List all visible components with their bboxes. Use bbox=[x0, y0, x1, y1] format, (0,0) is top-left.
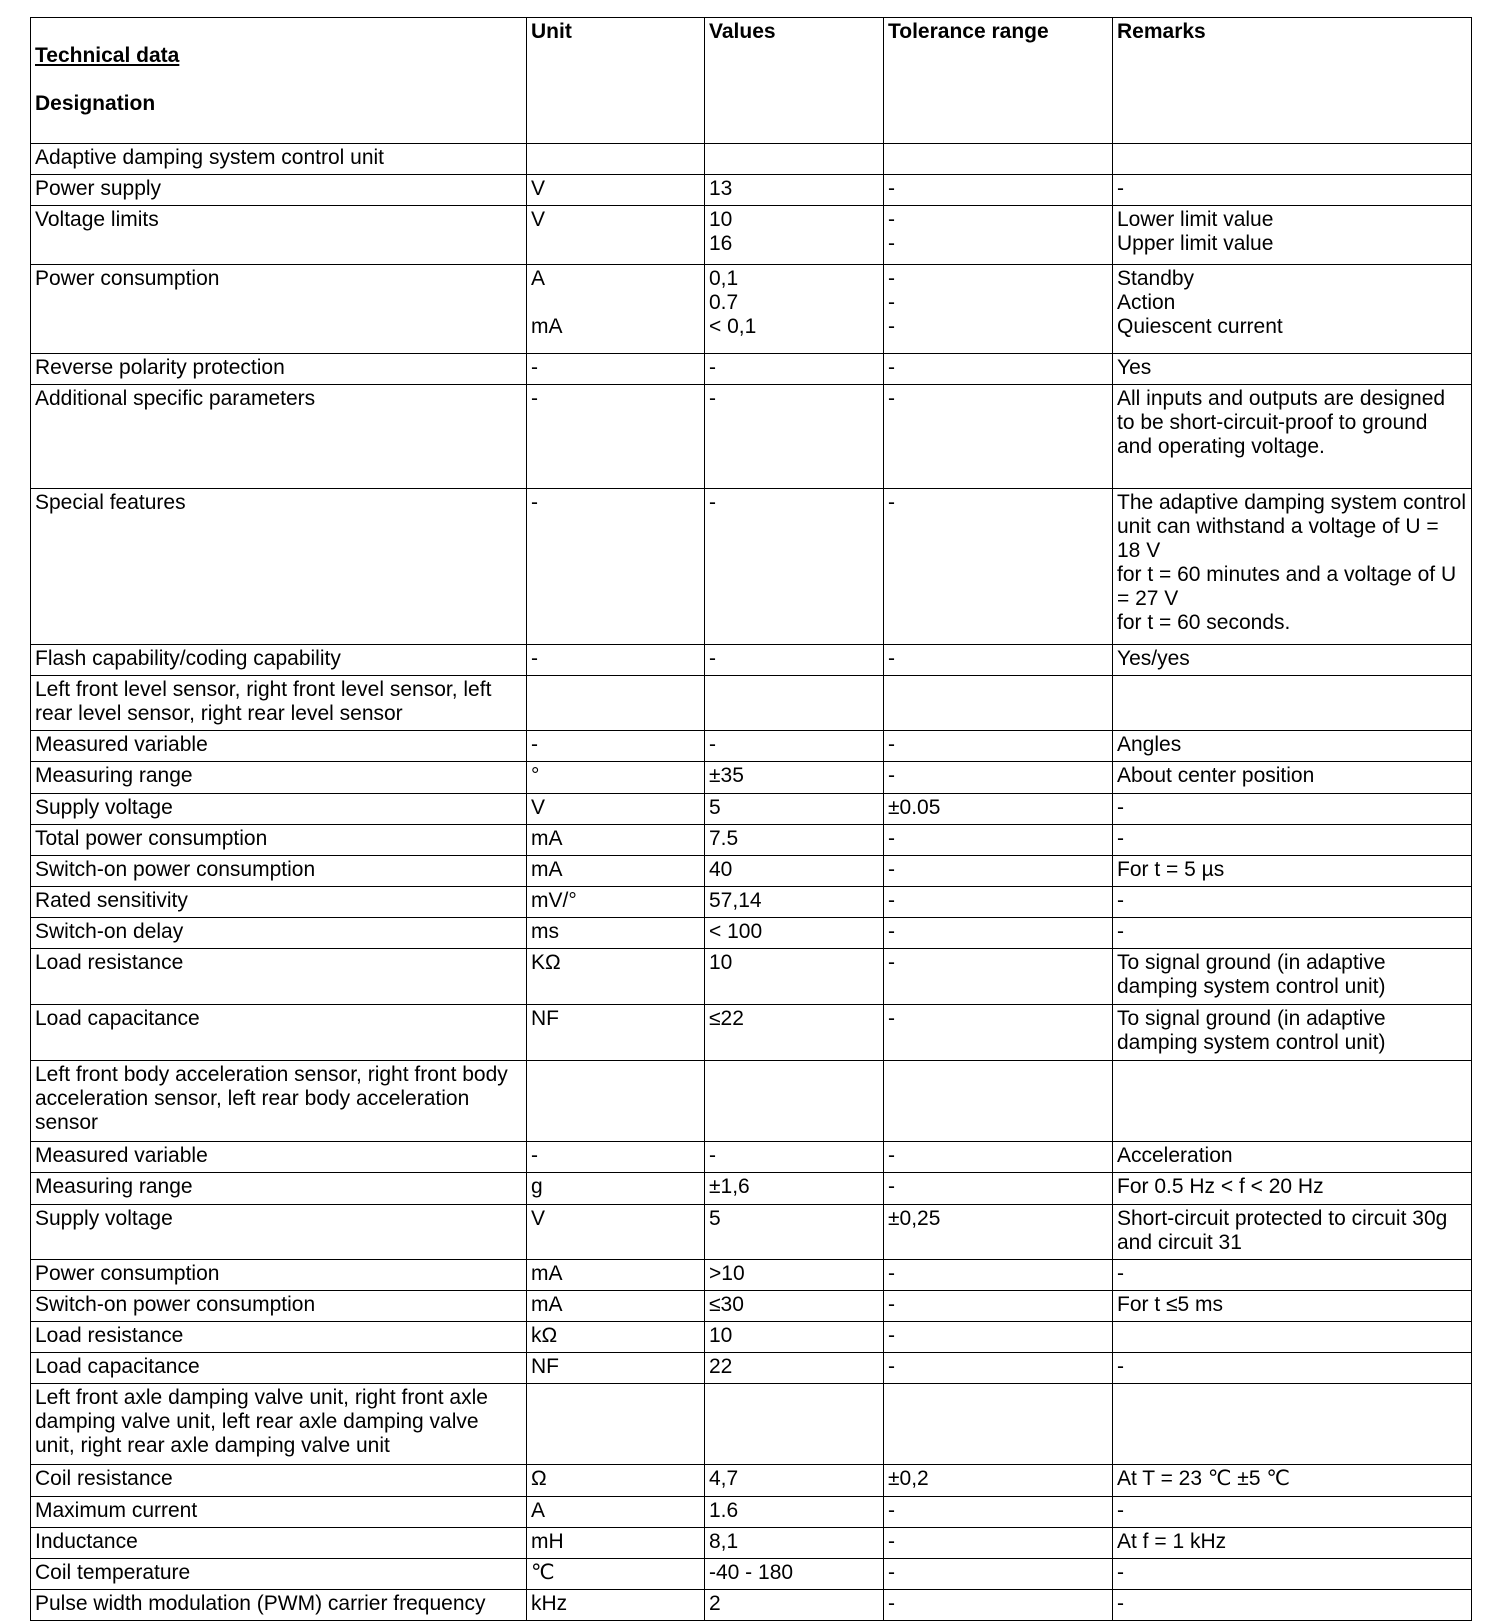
table-row bbox=[31, 1559, 1472, 1590]
cell-designation: Special features bbox=[31, 489, 527, 645]
cell-unit: kΩ bbox=[527, 1322, 705, 1353]
table-row bbox=[31, 731, 1472, 762]
cell-remarks: For 0.5 Hz < f < 20 Hz bbox=[1113, 1173, 1472, 1205]
cell-tolerance bbox=[884, 144, 1113, 175]
table-row bbox=[31, 1173, 1472, 1205]
cell-designation: Measured variable bbox=[31, 1142, 527, 1173]
cell-values: 5 bbox=[705, 794, 884, 825]
cell-designation: Power consumption bbox=[31, 265, 527, 354]
cell-values: < 100 bbox=[705, 918, 884, 949]
header-remarks: Remarks bbox=[1113, 18, 1472, 144]
cell-remarks: All inputs and outputs are designed to be short-circuit-proof to ground and operating voltage. bbox=[1113, 385, 1472, 489]
cell-designation: Load resistance bbox=[31, 949, 527, 1005]
cell-values: 2 bbox=[705, 1590, 884, 1621]
cell-tolerance: ±0,25 bbox=[884, 1205, 1113, 1260]
cell-tolerance: ±0,2 bbox=[884, 1465, 1113, 1497]
cell-remarks: Short-circuit protected to circuit 30g and circuit 31 bbox=[1113, 1205, 1472, 1260]
cell-tolerance: - bbox=[884, 175, 1113, 206]
table-row bbox=[31, 1260, 1472, 1291]
cell-values: 4,7 bbox=[705, 1465, 884, 1497]
technical-data-table bbox=[30, 17, 1472, 1621]
cell-remarks: - bbox=[1113, 825, 1472, 856]
cell-values bbox=[705, 1384, 884, 1465]
table-row bbox=[31, 1291, 1472, 1322]
cell-unit: mV/° bbox=[527, 887, 705, 918]
cell-designation: Maximum current bbox=[31, 1497, 527, 1528]
cell-tolerance: - - - bbox=[884, 265, 1113, 354]
cell-designation: Load resistance bbox=[31, 1322, 527, 1353]
cell-tolerance: - bbox=[884, 731, 1113, 762]
cell-designation: Rated sensitivity bbox=[31, 887, 527, 918]
cell-remarks bbox=[1113, 1322, 1472, 1353]
cell-values: 40 bbox=[705, 856, 884, 887]
cell-tolerance: - bbox=[884, 887, 1113, 918]
table-row bbox=[31, 489, 1472, 645]
cell-unit: - bbox=[527, 385, 705, 489]
cell-values: -40 - 180 bbox=[705, 1559, 884, 1590]
cell-remarks bbox=[1113, 1061, 1472, 1142]
cell-designation: Measured variable bbox=[31, 731, 527, 762]
cell-values: 10 bbox=[705, 949, 884, 1005]
cell-tolerance: - bbox=[884, 1005, 1113, 1061]
table-row bbox=[31, 1465, 1472, 1497]
cell-designation: Power consumption bbox=[31, 1260, 527, 1291]
cell-remarks: - bbox=[1113, 918, 1472, 949]
header-unit: Unit bbox=[527, 18, 705, 144]
cell-remarks bbox=[1113, 676, 1472, 731]
cell-values: 13 bbox=[705, 175, 884, 206]
header-designation bbox=[31, 18, 527, 144]
cell-designation: Coil temperature bbox=[31, 1559, 527, 1590]
section-header-row bbox=[31, 144, 1472, 175]
cell-tolerance: - bbox=[884, 1142, 1113, 1173]
cell-unit: NF bbox=[527, 1353, 705, 1384]
cell-remarks bbox=[1113, 144, 1472, 175]
cell-values: 0,1 0.7 < 0,1 bbox=[705, 265, 884, 354]
cell-values: - bbox=[705, 731, 884, 762]
cell-designation: Pulse width modulation (PWM) carrier frequency bbox=[31, 1590, 527, 1621]
table-row bbox=[31, 1528, 1472, 1559]
cell-designation: Supply voltage bbox=[31, 1205, 527, 1260]
cell-values bbox=[705, 676, 884, 731]
cell-values: 5 bbox=[705, 1205, 884, 1260]
cell-remarks bbox=[1113, 1384, 1472, 1465]
cell-values: ±35 bbox=[705, 762, 884, 794]
cell-tolerance: - bbox=[884, 1590, 1113, 1621]
cell-remarks: Angles bbox=[1113, 731, 1472, 762]
table-row bbox=[31, 1205, 1472, 1260]
cell-tolerance: - bbox=[884, 645, 1113, 676]
cell-remarks: At T = 23 ℃ ±5 ℃ bbox=[1113, 1465, 1472, 1497]
cell-values: - bbox=[705, 354, 884, 385]
cell-unit: ° bbox=[527, 762, 705, 794]
cell-designation: Additional specific parameters bbox=[31, 385, 527, 489]
cell-remarks: At f = 1 kHz bbox=[1113, 1528, 1472, 1559]
cell-remarks: To signal ground (in adaptive damping system control unit) bbox=[1113, 949, 1472, 1005]
cell-values: - bbox=[705, 385, 884, 489]
cell-unit: KΩ bbox=[527, 949, 705, 1005]
cell-remarks: To signal ground (in adaptive damping system control unit) bbox=[1113, 1005, 1472, 1061]
cell-tolerance: - bbox=[884, 918, 1113, 949]
cell-values: 8,1 bbox=[705, 1528, 884, 1559]
cell-designation: Total power consumption bbox=[31, 825, 527, 856]
cell-designation: Coil resistance bbox=[31, 1465, 527, 1497]
cell-remarks: Acceleration bbox=[1113, 1142, 1472, 1173]
cell-tolerance: - bbox=[884, 1260, 1113, 1291]
cell-remarks: - bbox=[1113, 175, 1472, 206]
cell-tolerance: ±0.05 bbox=[884, 794, 1113, 825]
cell-remarks: The adaptive damping system control unit can withstand a voltage of U = 18 V for t = 60 minutes and a voltage of U = 27 V for t = 60 seconds. bbox=[1113, 489, 1472, 645]
cell-tolerance bbox=[884, 1061, 1113, 1142]
table-row bbox=[31, 1322, 1472, 1353]
cell-tolerance bbox=[884, 1384, 1113, 1465]
cell-tolerance: - bbox=[884, 762, 1113, 794]
section-header-row bbox=[31, 676, 1472, 731]
cell-unit: - bbox=[527, 645, 705, 676]
table-row bbox=[31, 206, 1472, 265]
cell-unit: - bbox=[527, 1142, 705, 1173]
cell-unit bbox=[527, 1061, 705, 1142]
cell-designation: Inductance bbox=[31, 1528, 527, 1559]
cell-remarks: - bbox=[1113, 887, 1472, 918]
cell-values: >10 bbox=[705, 1260, 884, 1291]
cell-values: ≤22 bbox=[705, 1005, 884, 1061]
cell-unit: g bbox=[527, 1173, 705, 1205]
cell-tolerance: - bbox=[884, 1353, 1113, 1384]
cell-unit: V bbox=[527, 794, 705, 825]
cell-unit: V bbox=[527, 206, 705, 265]
cell-tolerance bbox=[884, 676, 1113, 731]
cell-unit: A mA bbox=[527, 265, 705, 354]
table-row bbox=[31, 1142, 1472, 1173]
cell-designation: Reverse polarity protection bbox=[31, 354, 527, 385]
cell-tolerance: - bbox=[884, 1173, 1113, 1205]
cell-values: 7.5 bbox=[705, 825, 884, 856]
cell-designation: Load capacitance bbox=[31, 1353, 527, 1384]
cell-unit: - bbox=[527, 489, 705, 645]
cell-remarks: About center position bbox=[1113, 762, 1472, 794]
cell-unit: kHz bbox=[527, 1590, 705, 1621]
cell-unit: mH bbox=[527, 1528, 705, 1559]
header-technical-data: Technical data bbox=[35, 44, 180, 67]
cell-designation: Supply voltage bbox=[31, 794, 527, 825]
cell-values: ±1,6 bbox=[705, 1173, 884, 1205]
table-row bbox=[31, 794, 1472, 825]
cell-unit: - bbox=[527, 354, 705, 385]
cell-designation: Left front axle damping valve unit, right front axle damping valve unit, left rear axle damping valve unit, right rear axle damping valve unit bbox=[31, 1384, 527, 1465]
cell-unit: mA bbox=[527, 1260, 705, 1291]
cell-remarks: Yes bbox=[1113, 354, 1472, 385]
cell-designation: Switch-on power consumption bbox=[31, 856, 527, 887]
table-row bbox=[31, 887, 1472, 918]
cell-designation: Adaptive damping system control unit bbox=[31, 144, 527, 175]
cell-tolerance: - bbox=[884, 354, 1113, 385]
cell-tolerance: - bbox=[884, 1291, 1113, 1322]
cell-tolerance: - bbox=[884, 1559, 1113, 1590]
cell-remarks: - bbox=[1113, 1590, 1472, 1621]
cell-designation: Left front level sensor, right front level sensor, left rear level sensor, right rear level sensor bbox=[31, 676, 527, 731]
header-designation-label: Designation bbox=[35, 92, 156, 115]
cell-values: 10 16 bbox=[705, 206, 884, 265]
cell-tolerance: - bbox=[884, 1528, 1113, 1559]
cell-unit: - bbox=[527, 731, 705, 762]
cell-values: - bbox=[705, 489, 884, 645]
cell-designation: Measuring range bbox=[31, 1173, 527, 1205]
cell-designation: Measuring range bbox=[31, 762, 527, 794]
cell-unit: ℃ bbox=[527, 1559, 705, 1590]
cell-tolerance: - bbox=[884, 385, 1113, 489]
cell-values: - bbox=[705, 1142, 884, 1173]
cell-remarks: - bbox=[1113, 1497, 1472, 1528]
section-header-row bbox=[31, 1384, 1472, 1465]
cell-unit: Ω bbox=[527, 1465, 705, 1497]
table-row bbox=[31, 265, 1472, 354]
cell-designation: Switch-on power consumption bbox=[31, 1291, 527, 1322]
cell-unit bbox=[527, 144, 705, 175]
table-row bbox=[31, 856, 1472, 887]
cell-tolerance: - bbox=[884, 949, 1113, 1005]
table-row bbox=[31, 1497, 1472, 1528]
cell-unit: A bbox=[527, 1497, 705, 1528]
cell-values: 57,14 bbox=[705, 887, 884, 918]
cell-remarks: - bbox=[1113, 1559, 1472, 1590]
table-row bbox=[31, 825, 1472, 856]
cell-designation: Power supply bbox=[31, 175, 527, 206]
cell-designation: Voltage limits bbox=[31, 206, 527, 265]
cell-designation: Load capacitance bbox=[31, 1005, 527, 1061]
cell-unit: mA bbox=[527, 1291, 705, 1322]
cell-remarks: Lower limit value Upper limit value bbox=[1113, 206, 1472, 265]
cell-remarks: For t ≤5 ms bbox=[1113, 1291, 1472, 1322]
cell-designation: Switch-on delay bbox=[31, 918, 527, 949]
cell-unit bbox=[527, 676, 705, 731]
cell-remarks: Yes/yes bbox=[1113, 645, 1472, 676]
cell-remarks: - bbox=[1113, 794, 1472, 825]
cell-values bbox=[705, 1061, 884, 1142]
cell-tolerance: - bbox=[884, 489, 1113, 645]
cell-unit: V bbox=[527, 175, 705, 206]
table-row bbox=[31, 949, 1472, 1005]
cell-values: 10 bbox=[705, 1322, 884, 1353]
table-row bbox=[31, 354, 1472, 385]
cell-unit: NF bbox=[527, 1005, 705, 1061]
table-row bbox=[31, 1005, 1472, 1061]
cell-remarks: - bbox=[1113, 1260, 1472, 1291]
table-row bbox=[31, 762, 1472, 794]
cell-unit: mA bbox=[527, 825, 705, 856]
cell-tolerance: - bbox=[884, 1497, 1113, 1528]
cell-values bbox=[705, 144, 884, 175]
table-row bbox=[31, 175, 1472, 206]
cell-tolerance: - bbox=[884, 856, 1113, 887]
table-row bbox=[31, 385, 1472, 489]
cell-unit: mA bbox=[527, 856, 705, 887]
cell-values: ≤30 bbox=[705, 1291, 884, 1322]
cell-designation: Left front body acceleration sensor, right front body acceleration sensor, left rear body acceleration sensor bbox=[31, 1061, 527, 1142]
cell-tolerance: - - bbox=[884, 206, 1113, 265]
cell-values: 22 bbox=[705, 1353, 884, 1384]
cell-designation: Flash capability/coding capability bbox=[31, 645, 527, 676]
header-row bbox=[31, 18, 1472, 144]
header-values: Values bbox=[705, 18, 884, 144]
cell-tolerance: - bbox=[884, 825, 1113, 856]
cell-unit: V bbox=[527, 1205, 705, 1260]
cell-remarks: Standby Action Quiescent current bbox=[1113, 265, 1472, 354]
cell-tolerance: - bbox=[884, 1322, 1113, 1353]
cell-remarks: For t = 5 µs bbox=[1113, 856, 1472, 887]
table-row bbox=[31, 645, 1472, 676]
header-tolerance: Tolerance range bbox=[884, 18, 1113, 144]
cell-values: 1.6 bbox=[705, 1497, 884, 1528]
table-body bbox=[31, 144, 1472, 1621]
table-row bbox=[31, 918, 1472, 949]
cell-values: - bbox=[705, 645, 884, 676]
cell-unit: ms bbox=[527, 918, 705, 949]
table-row bbox=[31, 1353, 1472, 1384]
cell-remarks: - bbox=[1113, 1353, 1472, 1384]
cell-unit bbox=[527, 1384, 705, 1465]
section-header-row bbox=[31, 1061, 1472, 1142]
